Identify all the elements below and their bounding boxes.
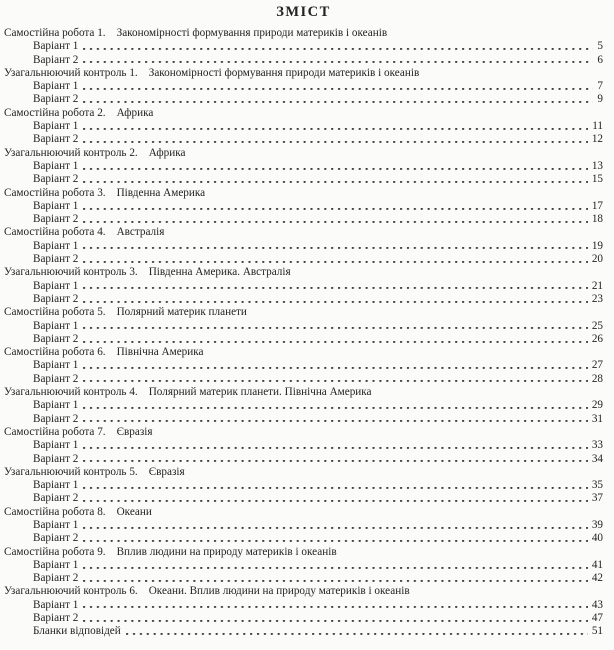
dot-leader — [83, 160, 587, 173]
section-topic: Закономірності формування природи материків і океанів — [148, 66, 420, 79]
dot-leader — [83, 280, 587, 293]
toc-entry — [4, 67, 603, 107]
section-topic: Полярний материк планети — [116, 306, 247, 319]
toc-row — [4, 240, 603, 253]
toc-entry — [4, 107, 603, 147]
toc-row — [4, 80, 603, 93]
toc-section-heading — [4, 306, 603, 319]
row-label: Варіант 2 — [33, 93, 79, 106]
section-label: Самостійна робота 6. — [4, 346, 106, 359]
dot-leader — [83, 320, 587, 333]
page-number: 11 — [592, 120, 603, 133]
page-number: 21 — [591, 279, 603, 292]
dot-leader — [83, 359, 587, 372]
toc-row — [4, 612, 603, 625]
toc-row — [4, 479, 603, 492]
toc-row — [4, 213, 603, 226]
row-label: Варіант 2 — [33, 53, 79, 66]
section-label: Узагальнюючий контроль 3. — [4, 266, 138, 279]
dot-leader — [83, 559, 587, 572]
toc-row — [4, 54, 603, 67]
row-label: Варіант 1 — [33, 558, 79, 571]
dot-leader — [83, 612, 587, 625]
page-number: 33 — [591, 439, 603, 452]
page-number: 5 — [597, 40, 603, 53]
page-number: 19 — [591, 239, 603, 252]
page-number: 51 — [591, 625, 603, 638]
dot-leader — [83, 519, 587, 532]
page-number: 47 — [591, 612, 603, 625]
toc-section-heading — [4, 67, 603, 80]
row-label: Варіант 2 — [33, 332, 79, 345]
row-label: Варіант 1 — [33, 439, 79, 452]
toc-row — [4, 559, 603, 572]
toc-section-heading — [4, 147, 603, 160]
row-label: Варіант 2 — [33, 492, 79, 505]
dot-leader — [83, 599, 587, 612]
toc-entry — [4, 386, 603, 426]
row-label: Варіант 2 — [33, 452, 79, 465]
toc-section-heading — [4, 107, 603, 120]
toc-section-heading — [4, 27, 603, 40]
row-label: Варіант 1 — [33, 319, 79, 332]
row-label: Варіант 2 — [33, 612, 79, 625]
section-label: Самостійна робота 4. — [4, 226, 106, 239]
dot-leader — [83, 333, 587, 346]
page-number: 27 — [591, 359, 603, 372]
toc-entry — [4, 585, 603, 638]
section-label: Узагальнюючий контроль 4. — [4, 386, 138, 399]
toc-section-heading — [4, 506, 603, 519]
toc-section-heading — [4, 386, 603, 399]
toc-entry — [4, 266, 603, 306]
page-number: 25 — [591, 319, 603, 332]
row-label: Варіант 2 — [33, 532, 79, 545]
page-number: 31 — [591, 412, 603, 425]
row-label: Варіант 2 — [33, 133, 79, 146]
dot-leader — [83, 200, 587, 213]
toc-section-heading — [4, 585, 603, 598]
page-number: 9 — [597, 93, 603, 106]
section-topic: Африка — [148, 146, 186, 159]
row-label: Варіант 2 — [33, 213, 79, 226]
toc-row — [4, 519, 603, 532]
row-label: Варіант 1 — [33, 399, 79, 412]
page-number: 6 — [597, 53, 603, 66]
toc-entry — [4, 546, 603, 586]
page-number: 39 — [591, 518, 603, 531]
section-label: Самостійна робота 8. — [4, 505, 106, 518]
toc-section-heading — [4, 426, 603, 439]
section-topic: Північна Америка — [116, 346, 204, 359]
toc-entry — [4, 466, 603, 506]
section-topic: Океани. Вплив людини на природу материків і океанів — [148, 585, 410, 598]
toc-entry — [4, 147, 603, 187]
page-number: 15 — [591, 173, 603, 186]
dot-leader — [83, 80, 593, 93]
section-label: Узагальнюючий контроль 5. — [4, 465, 138, 478]
page-number: 34 — [591, 452, 603, 465]
toc-entry — [4, 187, 603, 227]
toc-row — [4, 399, 603, 412]
dot-leader — [83, 439, 587, 452]
row-label: Варіант 1 — [33, 479, 79, 492]
section-label: Самостійна робота 5. — [4, 306, 106, 319]
page-number: 28 — [591, 372, 603, 385]
toc-row — [4, 572, 603, 585]
toc-section-heading — [4, 466, 603, 479]
toc-section-heading — [4, 226, 603, 239]
page-number: 37 — [591, 492, 603, 505]
toc-entry — [4, 226, 603, 266]
row-label: Варіант 1 — [33, 279, 79, 292]
toc-row — [4, 439, 603, 452]
section-topic: Вплив людини на природу материків і океанів — [116, 545, 337, 558]
toc-row — [4, 625, 603, 638]
toc-row — [4, 413, 603, 426]
page-number: 26 — [591, 332, 603, 345]
dot-leader — [83, 293, 587, 306]
toc-row — [4, 333, 603, 346]
section-label: Самостійна робота 3. — [4, 186, 106, 199]
section-topic: Південна Америка. Австралія — [148, 266, 291, 279]
toc-row — [4, 40, 603, 53]
row-label: Бланки відповідей — [33, 625, 121, 638]
section-topic: Закономірності формування природи материків і океанів — [116, 27, 388, 39]
toc-row — [4, 173, 603, 186]
dot-leader — [83, 532, 587, 545]
page-number: 13 — [591, 159, 603, 172]
toc-row — [4, 532, 603, 545]
toc-row — [4, 359, 603, 372]
toc-entry — [4, 346, 603, 386]
dot-leader — [83, 173, 587, 186]
row-label: Варіант 2 — [33, 253, 79, 266]
section-label: Самостійна робота 2. — [4, 106, 106, 119]
row-label: Варіант 1 — [33, 598, 79, 611]
dot-leader — [83, 492, 587, 505]
dot-leader — [83, 240, 587, 253]
page-number: 7 — [597, 80, 603, 93]
row-label: Варіант 1 — [33, 120, 79, 133]
dot-leader — [83, 453, 587, 466]
row-label: Варіант 1 — [33, 159, 79, 172]
page-number: 12 — [591, 133, 603, 146]
row-label: Варіант 1 — [33, 239, 79, 252]
section-topic: Океани — [116, 505, 152, 518]
dot-leader — [83, 399, 587, 412]
row-label: Варіант 2 — [33, 292, 79, 305]
dot-leader — [83, 253, 587, 266]
section-topic: Євразія — [148, 465, 185, 478]
page-number: 35 — [591, 479, 603, 492]
dot-leader — [126, 625, 588, 638]
row-label: Варіант 1 — [33, 80, 79, 93]
section-label: Узагальнюючий контроль 1. — [4, 66, 138, 79]
toc-row — [4, 320, 603, 333]
page-number: 40 — [591, 532, 603, 545]
toc-row — [4, 280, 603, 293]
toc-row — [4, 133, 603, 146]
page-number: 23 — [591, 292, 603, 305]
page-number: 41 — [591, 558, 603, 571]
section-label: Самостійна робота 1. — [4, 27, 106, 39]
toc-entry — [4, 27, 603, 67]
toc-row — [4, 93, 603, 106]
row-label: Варіант 1 — [33, 40, 79, 53]
section-label: Узагальнюючий контроль 2. — [4, 146, 138, 159]
toc-row — [4, 120, 603, 133]
toc-row — [4, 373, 603, 386]
toc-row — [4, 599, 603, 612]
section-topic: Південна Америка — [116, 186, 206, 199]
row-label: Варіант 1 — [33, 199, 79, 212]
section-label: Самостійна робота 7. — [4, 425, 106, 438]
row-label: Варіант 2 — [33, 372, 79, 385]
dot-leader — [83, 479, 587, 492]
section-topic: Австралія — [116, 226, 165, 239]
section-label: Самостійна робота 9. — [4, 545, 106, 558]
page-title: ЗМІСТ — [276, 4, 331, 20]
toc-row — [4, 160, 603, 173]
toc-row — [4, 253, 603, 266]
toc-row — [4, 293, 603, 306]
dot-leader — [83, 572, 587, 585]
section-label: Узагальнюючий контроль 6. — [4, 585, 138, 598]
toc-row — [4, 492, 603, 505]
section-topic: Полярний материк планети. Північна Америка — [148, 386, 372, 399]
row-label: Варіант 2 — [33, 572, 79, 585]
dot-leader — [83, 40, 593, 53]
toc-section-heading — [4, 266, 603, 279]
dot-leader — [83, 413, 587, 426]
row-label: Варіант 1 — [33, 518, 79, 531]
dot-leader — [83, 93, 593, 106]
page-number: 17 — [591, 199, 603, 212]
toc-section-heading — [4, 187, 603, 200]
page-number: 20 — [591, 253, 603, 266]
toc-row — [4, 200, 603, 213]
section-topic: Євразія — [116, 425, 153, 438]
page-number: 42 — [591, 572, 603, 585]
dot-leader — [83, 133, 587, 146]
row-label: Варіант 1 — [33, 359, 79, 372]
page-number: 29 — [591, 399, 603, 412]
toc-list — [4, 27, 603, 639]
toc-entry — [4, 306, 603, 346]
dot-leader — [83, 54, 593, 67]
toc-row — [4, 453, 603, 466]
toc-entry — [4, 426, 603, 466]
page-number: 43 — [591, 598, 603, 611]
dot-leader — [83, 213, 587, 226]
dot-leader — [83, 120, 588, 133]
row-label: Варіант 2 — [33, 173, 79, 186]
dot-leader — [83, 373, 587, 386]
page-number: 18 — [591, 213, 603, 226]
toc-entry — [4, 506, 603, 546]
toc-section-heading — [4, 346, 603, 359]
section-topic: Африка — [116, 106, 154, 119]
toc-section-heading — [4, 546, 603, 559]
row-label: Варіант 2 — [33, 412, 79, 425]
